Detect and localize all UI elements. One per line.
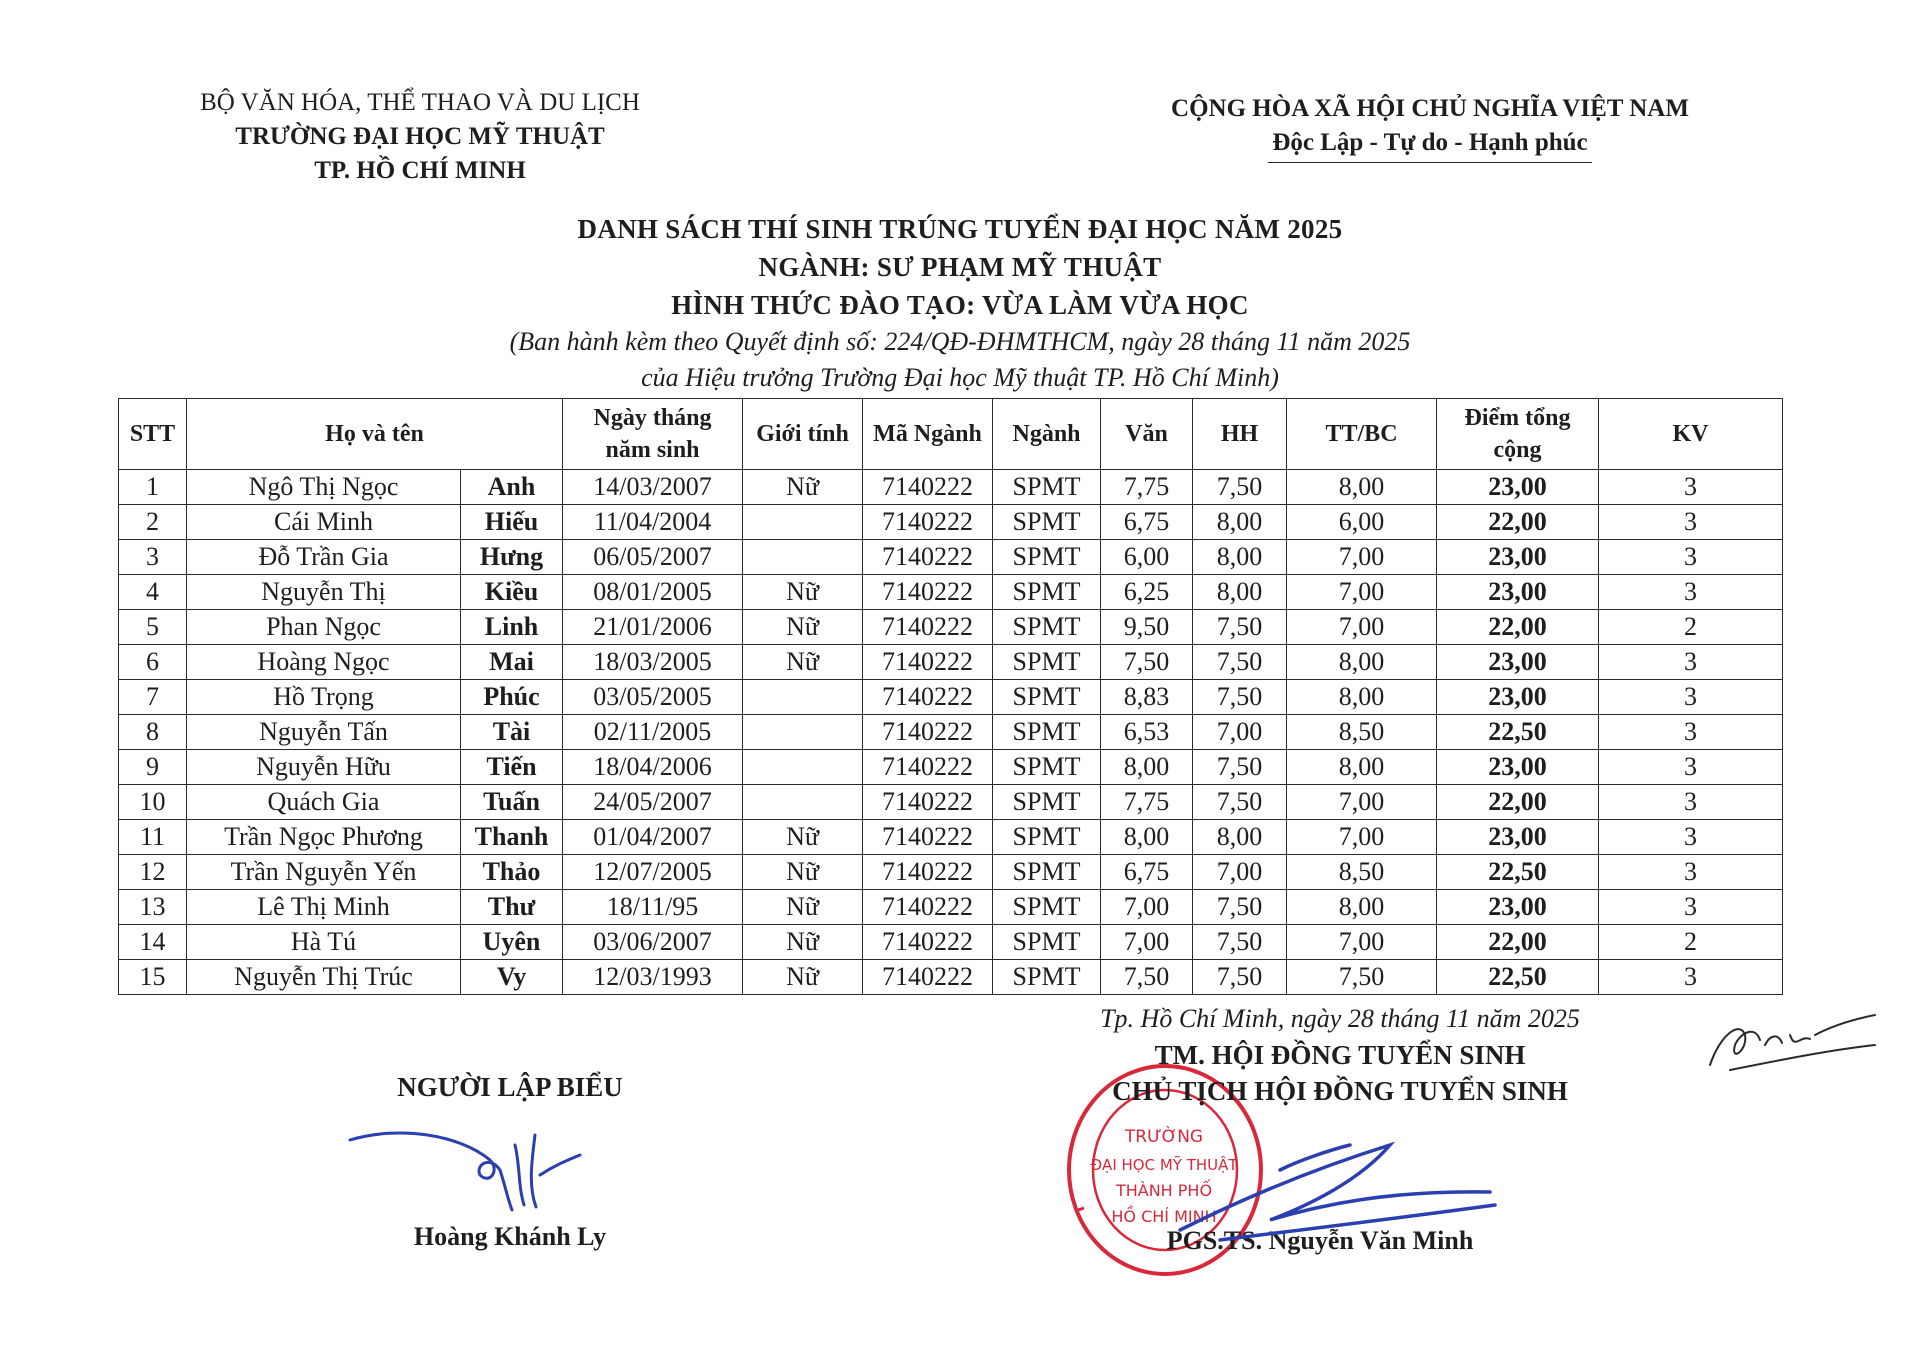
- school-city: TP. HỒ CHÍ MINH: [314, 157, 526, 184]
- cell-stt: 10: [119, 785, 187, 820]
- council-title-1: TM. HỘI ĐỒNG TUYỂN SINH: [1154, 1040, 1526, 1070]
- cell-nganh: SPMT: [993, 820, 1101, 855]
- cell-hh: 7,50: [1193, 645, 1287, 680]
- cell-gioitinh: [743, 785, 863, 820]
- cell-nganh: SPMT: [993, 785, 1101, 820]
- header-gioitinh: Giới tính: [743, 399, 863, 470]
- cell-van: 6,25: [1101, 575, 1193, 610]
- cell-ngaysinh: 01/04/2007: [563, 820, 743, 855]
- cell-hh: 7,50: [1193, 750, 1287, 785]
- cell-hh: 7,50: [1193, 960, 1287, 995]
- cell-manganh: 7140222: [863, 960, 993, 995]
- cell-ngaysinh: 14/03/2007: [563, 470, 743, 505]
- cell-manganh: 7140222: [863, 680, 993, 715]
- header-ttbc: TT/BC: [1287, 399, 1437, 470]
- cell-ho: Nguyễn Thị Trúc: [187, 960, 461, 995]
- country-name: CỘNG HÒA XÃ HỘI CHỦ NGHĨA VIỆT NAM: [1171, 95, 1689, 122]
- cell-kv: 2: [1599, 610, 1783, 645]
- cell-ten: Mai: [461, 645, 563, 680]
- header-stt: STT: [119, 399, 187, 470]
- cell-nganh: SPMT: [993, 960, 1101, 995]
- cell-hh: 8,00: [1193, 575, 1287, 610]
- stamp-line-2: ĐẠI HỌC MỸ THUẬT: [1090, 1156, 1238, 1174]
- cell-ten: Hiếu: [461, 505, 563, 540]
- cell-van: 6,75: [1101, 855, 1193, 890]
- header-van: Văn: [1101, 399, 1193, 470]
- table-header-row: [119, 399, 1783, 470]
- cell-stt: 14: [119, 925, 187, 960]
- cell-van: 8,00: [1101, 820, 1193, 855]
- cell-kv: 3: [1599, 575, 1783, 610]
- table-row: [119, 820, 1783, 855]
- cell-gioitinh: Nữ: [743, 890, 863, 925]
- cell-ho: Nguyễn Tấn: [187, 715, 461, 750]
- cell-nganh: SPMT: [993, 645, 1101, 680]
- cell-tong: 22,00: [1437, 785, 1599, 820]
- cell-kv: 2: [1599, 925, 1783, 960]
- cell-manganh: 7140222: [863, 890, 993, 925]
- cell-stt: 11: [119, 820, 187, 855]
- cell-ttbc: 7,00: [1287, 575, 1437, 610]
- cell-hh: 7,50: [1193, 470, 1287, 505]
- cell-ngaysinh: 12/07/2005: [563, 855, 743, 890]
- table-row: [119, 505, 1783, 540]
- cell-stt: 8: [119, 715, 187, 750]
- cell-ho: Ngô Thị Ngọc: [187, 470, 461, 505]
- title-line-2: NGÀNH: SƯ PHẠM MỸ THUẬT: [758, 252, 1162, 282]
- cell-gioitinh: Nữ: [743, 610, 863, 645]
- cell-tong: 23,00: [1437, 680, 1599, 715]
- cell-ten: Tài: [461, 715, 563, 750]
- cell-tong: 22,50: [1437, 855, 1599, 890]
- cell-stt: 1: [119, 470, 187, 505]
- cell-van: 7,50: [1101, 960, 1193, 995]
- cell-stt: 6: [119, 645, 187, 680]
- cell-ngaysinh: 03/05/2005: [563, 680, 743, 715]
- cell-van: 9,50: [1101, 610, 1193, 645]
- cell-hh: 8,00: [1193, 540, 1287, 575]
- cell-ten: Thanh: [461, 820, 563, 855]
- cell-tong: 23,00: [1437, 750, 1599, 785]
- table-row: [119, 960, 1783, 995]
- cell-kv: 3: [1599, 470, 1783, 505]
- preparer-signature: [340, 1115, 590, 1225]
- cell-van: 6,75: [1101, 505, 1193, 540]
- header-right: [1150, 92, 1710, 163]
- chairman-signature: [1160, 1110, 1520, 1260]
- cell-manganh: 7140222: [863, 540, 993, 575]
- cell-manganh: 7140222: [863, 715, 993, 750]
- cell-nganh: SPMT: [993, 610, 1101, 645]
- cell-stt: 15: [119, 960, 187, 995]
- cell-stt: 5: [119, 610, 187, 645]
- table-body: [119, 470, 1783, 995]
- cell-tong: 23,00: [1437, 890, 1599, 925]
- table-row: [119, 855, 1783, 890]
- table-row: [119, 575, 1783, 610]
- header-nganh: Ngành: [993, 399, 1101, 470]
- cell-ngaysinh: 11/04/2004: [563, 505, 743, 540]
- decision-note-2: của Hiệu trưởng Trường Đại học Mỹ thuật TP. Hồ Chí Minh): [641, 363, 1279, 392]
- cell-kv: 3: [1599, 540, 1783, 575]
- cell-ttbc: 8,00: [1287, 750, 1437, 785]
- table-row: [119, 470, 1783, 505]
- title-line-3: HÌNH THỨC ĐÀO TẠO: VỪA LÀM VỪA HỌC: [671, 290, 1249, 320]
- header-tong: Điểm tổng cộng: [1437, 399, 1599, 470]
- stamp-line-4: HỒ CHÍ MINH: [1111, 1207, 1217, 1226]
- place-date: Tp. Hồ Chí Minh, ngày 28 tháng 11 năm 2025: [1100, 1004, 1580, 1033]
- cell-manganh: 7140222: [863, 645, 993, 680]
- cell-ttbc: 7,00: [1287, 610, 1437, 645]
- cell-hh: 8,00: [1193, 820, 1287, 855]
- cell-ngaysinh: 18/04/2006: [563, 750, 743, 785]
- cell-ten: Uyên: [461, 925, 563, 960]
- cell-tong: 23,00: [1437, 820, 1599, 855]
- cell-hh: 7,50: [1193, 785, 1287, 820]
- table-row: [119, 890, 1783, 925]
- cell-tong: 23,00: [1437, 470, 1599, 505]
- cell-tong: 22,00: [1437, 505, 1599, 540]
- cell-kv: 3: [1599, 820, 1783, 855]
- cell-ttbc: 8,50: [1287, 855, 1437, 890]
- national-motto: Độc Lập - Tự do - Hạnh phúc: [1268, 126, 1591, 163]
- cell-ttbc: 8,00: [1287, 890, 1437, 925]
- cell-nganh: SPMT: [993, 890, 1101, 925]
- header-kv: KV: [1599, 399, 1783, 470]
- cell-hh: 7,50: [1193, 680, 1287, 715]
- cell-van: 7,50: [1101, 645, 1193, 680]
- cell-manganh: 7140222: [863, 855, 993, 890]
- cell-nganh: SPMT: [993, 505, 1101, 540]
- ministry-name: BỘ VĂN HÓA, THỂ THAO VÀ DU LỊCH: [200, 89, 640, 116]
- cell-ho: Cái Minh: [187, 505, 461, 540]
- cell-stt: 4: [119, 575, 187, 610]
- table-row: [119, 645, 1783, 680]
- cell-nganh: SPMT: [993, 715, 1101, 750]
- cell-hh: 7,00: [1193, 715, 1287, 750]
- cell-ten: Thảo: [461, 855, 563, 890]
- cell-van: 8,00: [1101, 750, 1193, 785]
- cell-ngaysinh: 18/11/95: [563, 890, 743, 925]
- cell-manganh: 7140222: [863, 820, 993, 855]
- cell-ttbc: 8,00: [1287, 645, 1437, 680]
- cell-ttbc: 8,00: [1287, 470, 1437, 505]
- title-line-1: DANH SÁCH THÍ SINH TRÚNG TUYỂN ĐẠI HỌC NĂM 2025: [577, 214, 1343, 244]
- cell-ho: Đỗ Trần Gia: [187, 540, 461, 575]
- preparer-title: NGƯỜI LẬP BIỂU: [397, 1072, 623, 1102]
- cell-nganh: SPMT: [993, 925, 1101, 960]
- cell-ho: Hà Tú: [187, 925, 461, 960]
- cell-gioitinh: [743, 715, 863, 750]
- cell-manganh: 7140222: [863, 785, 993, 820]
- cell-nganh: SPMT: [993, 750, 1101, 785]
- cell-gioitinh: [743, 680, 863, 715]
- cell-stt: 3: [119, 540, 187, 575]
- cell-ten: Tiến: [461, 750, 563, 785]
- cell-kv: 3: [1599, 890, 1783, 925]
- cell-ten: Vy: [461, 960, 563, 995]
- cell-manganh: 7140222: [863, 750, 993, 785]
- cell-nganh: SPMT: [993, 470, 1101, 505]
- cell-tong: 22,00: [1437, 610, 1599, 645]
- initials-mark: [1700, 1005, 1880, 1075]
- cell-manganh: 7140222: [863, 925, 993, 960]
- council-title-2: CHỦ TỊCH HỘI ĐỒNG TUYỂN SINH: [1112, 1076, 1568, 1106]
- cell-van: 7,00: [1101, 925, 1193, 960]
- cell-gioitinh: [743, 505, 863, 540]
- cell-manganh: 7140222: [863, 610, 993, 645]
- school-name: TRƯỜNG ĐẠI HỌC MỸ THUẬT: [235, 123, 605, 150]
- cell-gioitinh: Nữ: [743, 925, 863, 960]
- cell-hh: 8,00: [1193, 505, 1287, 540]
- cell-kv: 3: [1599, 750, 1783, 785]
- cell-kv: 3: [1599, 505, 1783, 540]
- table-row: [119, 925, 1783, 960]
- cell-ngaysinh: 08/01/2005: [563, 575, 743, 610]
- preparer-name: Hoàng Khánh Ly: [413, 1222, 607, 1251]
- chairman-name: PGS.TS. Nguyễn Văn Minh: [1166, 1226, 1474, 1255]
- admission-table: [118, 398, 1783, 995]
- cell-manganh: 7140222: [863, 505, 993, 540]
- cell-tong: 22,00: [1437, 925, 1599, 960]
- cell-nganh: SPMT: [993, 855, 1101, 890]
- header-ngaysinh: Ngày tháng năm sinh: [563, 399, 743, 470]
- cell-ho: Phan Ngọc: [187, 610, 461, 645]
- cell-ten: Anh: [461, 470, 563, 505]
- cell-ngaysinh: 12/03/1993: [563, 960, 743, 995]
- cell-kv: 3: [1599, 960, 1783, 995]
- cell-stt: 9: [119, 750, 187, 785]
- cell-tong: 23,00: [1437, 540, 1599, 575]
- header-left: [140, 86, 700, 188]
- cell-gioitinh: Nữ: [743, 820, 863, 855]
- cell-kv: 3: [1599, 645, 1783, 680]
- table-row: [119, 610, 1783, 645]
- cell-van: 6,00: [1101, 540, 1193, 575]
- cell-gioitinh: Nữ: [743, 645, 863, 680]
- cell-ho: Nguyễn Hữu: [187, 750, 461, 785]
- cell-ttbc: 8,50: [1287, 715, 1437, 750]
- cell-van: 8,83: [1101, 680, 1193, 715]
- cell-ngaysinh: 06/05/2007: [563, 540, 743, 575]
- cell-ho: Quách Gia: [187, 785, 461, 820]
- cell-manganh: 7140222: [863, 575, 993, 610]
- cell-stt: 13: [119, 890, 187, 925]
- cell-gioitinh: [743, 540, 863, 575]
- cell-ttbc: 7,50: [1287, 960, 1437, 995]
- cell-nganh: SPMT: [993, 540, 1101, 575]
- cell-ten: Thư: [461, 890, 563, 925]
- header-hoten: Họ và tên: [187, 399, 563, 470]
- table-row: [119, 750, 1783, 785]
- header-hh: HH: [1193, 399, 1287, 470]
- cell-ngaysinh: 18/03/2005: [563, 645, 743, 680]
- cell-nganh: SPMT: [993, 575, 1101, 610]
- cell-kv: 3: [1599, 715, 1783, 750]
- cell-stt: 2: [119, 505, 187, 540]
- stamp-line-1: TRƯỜNG: [1124, 1127, 1204, 1147]
- cell-hh: 7,50: [1193, 610, 1287, 645]
- cell-ho: Lê Thị Minh: [187, 890, 461, 925]
- cell-tong: 23,00: [1437, 575, 1599, 610]
- decision-note-1: (Ban hành kèm theo Quyết định số: 224/QĐ-ĐHMTHCM, ngày 28 tháng 11 năm 2025: [509, 327, 1411, 356]
- cell-ttbc: 8,00: [1287, 680, 1437, 715]
- table-row: [119, 680, 1783, 715]
- cell-tong: 23,00: [1437, 645, 1599, 680]
- cell-gioitinh: Nữ: [743, 960, 863, 995]
- cell-kv: 3: [1599, 680, 1783, 715]
- cell-ho: Hồ Trọng: [187, 680, 461, 715]
- cell-kv: 3: [1599, 785, 1783, 820]
- cell-gioitinh: Nữ: [743, 855, 863, 890]
- table-row: [119, 785, 1783, 820]
- cell-stt: 12: [119, 855, 187, 890]
- cell-ten: Kiều: [461, 575, 563, 610]
- cell-ho: Trần Nguyễn Yến: [187, 855, 461, 890]
- cell-van: 7,00: [1101, 890, 1193, 925]
- cell-ho: Hoàng Ngọc: [187, 645, 461, 680]
- cell-hh: 7,50: [1193, 925, 1287, 960]
- cell-kv: 3: [1599, 855, 1783, 890]
- cell-ngaysinh: 02/11/2005: [563, 715, 743, 750]
- cell-ngaysinh: 24/05/2007: [563, 785, 743, 820]
- cell-ttbc: 7,00: [1287, 925, 1437, 960]
- cell-ten: Hưng: [461, 540, 563, 575]
- document-title: [260, 210, 1660, 396]
- cell-nganh: SPMT: [993, 680, 1101, 715]
- cell-ten: Linh: [461, 610, 563, 645]
- cell-van: 7,75: [1101, 785, 1193, 820]
- cell-ho: Nguyễn Thị: [187, 575, 461, 610]
- cell-hh: 7,50: [1193, 890, 1287, 925]
- cell-tong: 22,50: [1437, 960, 1599, 995]
- header-manganh: Mã Ngành: [863, 399, 993, 470]
- cell-ttbc: 7,00: [1287, 785, 1437, 820]
- cell-gioitinh: Nữ: [743, 575, 863, 610]
- cell-ttbc: 7,00: [1287, 540, 1437, 575]
- cell-gioitinh: Nữ: [743, 470, 863, 505]
- cell-ho: Trần Ngọc Phương: [187, 820, 461, 855]
- cell-ngaysinh: 21/01/2006: [563, 610, 743, 645]
- cell-ttbc: 7,00: [1287, 820, 1437, 855]
- cell-ttbc: 6,00: [1287, 505, 1437, 540]
- cell-manganh: 7140222: [863, 470, 993, 505]
- cell-gioitinh: [743, 750, 863, 785]
- cell-ten: Phúc: [461, 680, 563, 715]
- table-row: [119, 540, 1783, 575]
- cell-ten: Tuấn: [461, 785, 563, 820]
- cell-hh: 7,00: [1193, 855, 1287, 890]
- cell-ngaysinh: 03/06/2007: [563, 925, 743, 960]
- cell-van: 6,53: [1101, 715, 1193, 750]
- stamp-line-3: THÀNH PHỐ: [1115, 1181, 1213, 1200]
- cell-van: 7,75: [1101, 470, 1193, 505]
- cell-tong: 22,50: [1437, 715, 1599, 750]
- cell-stt: 7: [119, 680, 187, 715]
- table-row: [119, 715, 1783, 750]
